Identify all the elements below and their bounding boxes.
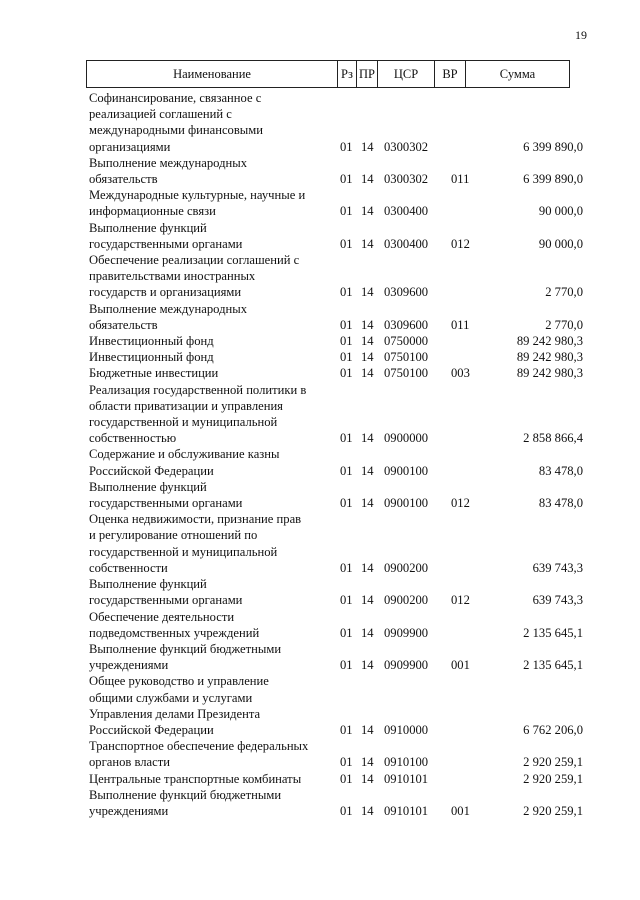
row-name: Выполнение функций государственными органами xyxy=(89,577,243,608)
table-row xyxy=(0,511,640,576)
table-row xyxy=(0,641,640,673)
row-csr-code: 0300302 xyxy=(384,139,429,154)
row-rz-code: 01 xyxy=(340,771,353,786)
row-name: Обеспечение деятельности подведомственных учреждений xyxy=(89,609,260,640)
table-header xyxy=(86,60,570,88)
row-rz-code: 01 xyxy=(340,334,353,349)
table-row xyxy=(0,609,640,641)
row-vr-code: 012 xyxy=(451,236,470,251)
table-row xyxy=(0,301,640,333)
row-sum: 89 242 980,3 xyxy=(516,350,583,365)
row-csr-code: 0300400 xyxy=(384,236,429,251)
row-rz-code: 01 xyxy=(340,560,353,575)
row-csr-code: 0900200 xyxy=(384,560,429,575)
table-row xyxy=(0,738,640,770)
row-sum: 639 743,3 xyxy=(532,593,583,608)
row-csr-code: 0750100 xyxy=(384,366,429,381)
row-csr-code: 0910101 xyxy=(384,771,429,786)
row-csr-code: 0750000 xyxy=(384,334,429,349)
row-name: Выполнение международных обязательств xyxy=(89,301,247,332)
row-name: Выполнение международных обязательств xyxy=(89,155,247,187)
row-pr-code: 14 xyxy=(361,560,374,575)
row-pr-code: 14 xyxy=(361,317,374,332)
header-pr: ПР xyxy=(357,61,378,88)
row-name: Выполнение функций государственными органами xyxy=(89,220,243,251)
row-vr-code: 012 xyxy=(451,496,470,511)
table-row xyxy=(0,220,640,252)
row-csr-code: 0909900 xyxy=(384,658,429,673)
table-row xyxy=(0,382,640,447)
row-sum: 2 770,0 xyxy=(545,285,583,300)
row-rz-code: 01 xyxy=(340,431,353,446)
row-sum: 2 920 259,1 xyxy=(523,803,583,818)
row-rz-code: 01 xyxy=(340,463,353,478)
row-pr-code: 14 xyxy=(361,172,374,187)
row-name: Общее руководство и управление общими службами и услугами xyxy=(89,674,269,705)
row-csr-code: 0300302 xyxy=(384,172,429,187)
row-rz-code: 01 xyxy=(340,236,353,251)
row-csr-code: 0910000 xyxy=(384,722,429,737)
table-row xyxy=(0,365,640,381)
row-rz-code: 01 xyxy=(340,350,353,365)
row-name: Выполнение функций бюджетными учреждениями xyxy=(89,787,282,818)
row-name: Инвестиционный фонд xyxy=(89,350,214,365)
row-csr-code: 0910101 xyxy=(384,803,429,818)
table-row xyxy=(0,187,640,219)
row-pr-code: 14 xyxy=(361,771,374,786)
row-name: Обеспечение реализации соглашений с правительствами иностранных государств и организациями xyxy=(89,253,300,300)
table-row xyxy=(0,155,640,187)
row-name: Выполнение функций бюджетными учреждениями xyxy=(89,641,282,673)
row-sum: 89 242 980,3 xyxy=(516,366,583,381)
row-csr-code: 0309600 xyxy=(384,285,429,300)
row-pr-code: 14 xyxy=(361,463,374,478)
row-vr-code: 011 xyxy=(451,172,470,187)
row-sum: 83 478,0 xyxy=(538,463,583,478)
budget-table-body xyxy=(0,90,640,819)
row-pr-code: 14 xyxy=(361,755,374,770)
row-csr-code: 0900100 xyxy=(384,496,429,511)
row-vr-code: 003 xyxy=(451,366,470,381)
row-name: Инвестиционный фонд xyxy=(89,334,214,349)
row-name: Управления делами Президента Российской Федерации xyxy=(89,706,261,737)
row-sum: 6 399 890,0 xyxy=(523,172,583,187)
row-pr-code: 14 xyxy=(361,236,374,251)
page-number: 19 xyxy=(575,28,587,42)
table-row xyxy=(0,771,640,787)
row-csr-code: 0309600 xyxy=(384,317,429,332)
header-vr: ВР xyxy=(435,61,466,88)
row-rz-code: 01 xyxy=(340,496,353,511)
row-pr-code: 14 xyxy=(361,350,374,365)
table-row xyxy=(0,706,640,738)
row-name: Реализация государственной политики в области приватизации и управления государственной и муниципальной собственностью xyxy=(89,382,307,446)
row-pr-code: 14 xyxy=(361,722,374,737)
row-sum: 2 135 645,1 xyxy=(523,658,583,673)
row-rz-code: 01 xyxy=(340,803,353,818)
row-pr-code: 14 xyxy=(361,204,374,219)
table-row xyxy=(0,576,640,608)
row-vr-code: 011 xyxy=(451,317,470,332)
row-pr-code: 14 xyxy=(361,139,374,154)
table-row xyxy=(0,90,640,155)
row-vr-code: 001 xyxy=(451,658,470,673)
row-sum: 2 770,0 xyxy=(545,317,583,332)
row-pr-code: 14 xyxy=(361,593,374,608)
row-sum: 2 920 259,1 xyxy=(523,755,583,770)
row-name: Международные культурные, научные и информационные связи xyxy=(89,188,306,219)
header-rz: Рз xyxy=(338,61,357,88)
table-row xyxy=(0,787,640,819)
row-rz-code: 01 xyxy=(340,172,353,187)
table-row xyxy=(0,479,640,511)
row-pr-code: 14 xyxy=(361,285,374,300)
row-csr-code: 0909900 xyxy=(384,625,429,640)
row-sum: 2 920 259,1 xyxy=(523,771,583,786)
row-rz-code: 01 xyxy=(340,722,353,737)
row-name: Содержание и обслуживание казны Российской Федерации xyxy=(89,447,280,478)
row-pr-code: 14 xyxy=(361,625,374,640)
row-rz-code: 01 xyxy=(340,755,353,770)
row-rz-code: 01 xyxy=(340,317,353,332)
row-sum: 90 000,0 xyxy=(538,236,583,251)
row-sum: 2 135 645,1 xyxy=(523,625,583,640)
table-row xyxy=(0,673,640,705)
row-csr-code: 0900000 xyxy=(384,431,429,446)
table-row xyxy=(0,446,640,478)
table-row xyxy=(0,333,640,349)
row-rz-code: 01 xyxy=(340,593,353,608)
row-pr-code: 14 xyxy=(361,496,374,511)
row-sum: 6 762 206,0 xyxy=(523,722,583,737)
row-sum: 83 478,0 xyxy=(538,496,583,511)
row-rz-code: 01 xyxy=(340,366,353,381)
row-pr-code: 14 xyxy=(361,366,374,381)
row-csr-code: 0900100 xyxy=(384,463,429,478)
row-name: Оценка недвижимости, признание прав и регулирование отношений по государственной и муниципальной собственности xyxy=(89,512,302,575)
row-sum: 639 743,3 xyxy=(532,560,583,575)
row-pr-code: 14 xyxy=(361,431,374,446)
row-sum: 6 399 890,0 xyxy=(523,139,583,154)
header-csr: ЦСР xyxy=(378,61,435,88)
table-row xyxy=(0,349,640,365)
header-sum: Сумма xyxy=(466,61,570,88)
row-name: Бюджетные инвестиции xyxy=(89,366,219,381)
row-pr-code: 14 xyxy=(361,658,374,673)
row-name: Выполнение функций государственными органами xyxy=(89,479,243,511)
row-pr-code: 14 xyxy=(361,803,374,818)
row-rz-code: 01 xyxy=(340,625,353,640)
row-pr-code: 14 xyxy=(361,334,374,349)
row-csr-code: 0900200 xyxy=(384,593,429,608)
row-sum: 90 000,0 xyxy=(538,204,583,219)
row-name: Центральные транспортные комбинаты xyxy=(89,771,302,786)
row-name: Софинансирование, связанное с реализацией соглашений с международными финансовыми организациями xyxy=(89,91,263,154)
table-row xyxy=(0,252,640,301)
row-rz-code: 01 xyxy=(340,204,353,219)
row-sum: 2 858 866,4 xyxy=(523,431,583,446)
row-csr-code: 0750100 xyxy=(384,350,429,365)
row-sum: 89 242 980,3 xyxy=(516,334,583,349)
header-name: Наименование xyxy=(87,61,338,88)
row-vr-code: 001 xyxy=(451,803,470,818)
row-name: Транспортное обеспечение федеральных органов власти xyxy=(89,739,309,770)
row-vr-code: 012 xyxy=(451,593,470,608)
row-csr-code: 0300400 xyxy=(384,204,429,219)
row-rz-code: 01 xyxy=(340,658,353,673)
row-csr-code: 0910100 xyxy=(384,755,429,770)
row-rz-code: 01 xyxy=(340,285,353,300)
row-rz-code: 01 xyxy=(340,139,353,154)
